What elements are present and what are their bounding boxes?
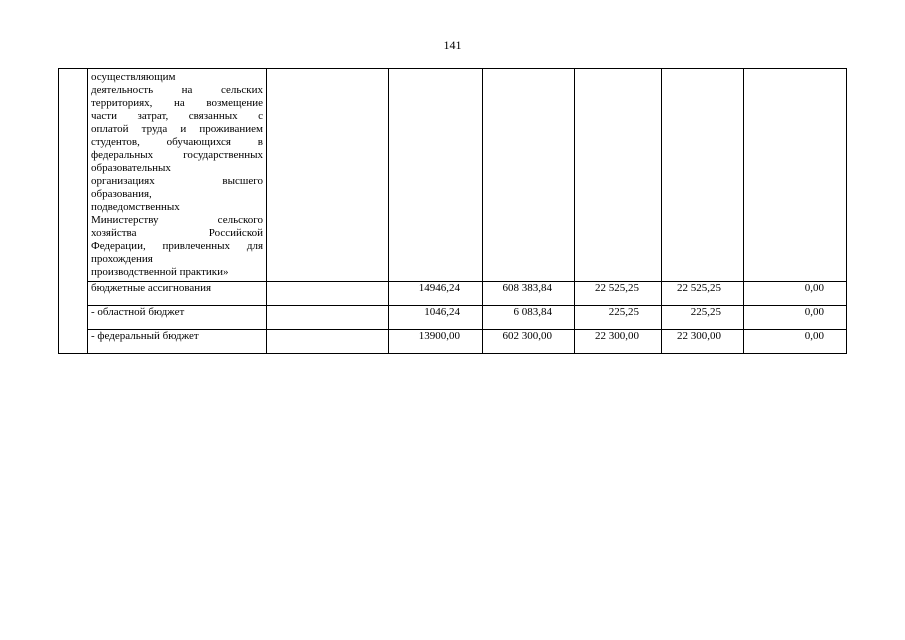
description-line: подведомственных [91, 201, 180, 213]
table-row [59, 282, 847, 306]
empty-cell [744, 69, 847, 282]
description-line: образования, [91, 188, 152, 200]
description-line: Министерству сельского [91, 214, 263, 226]
value-cell: 1046,24 [389, 306, 483, 330]
empty-cell [389, 69, 483, 282]
description-line: части затрат, связанных с [91, 110, 263, 122]
empty-cell [267, 306, 389, 330]
value-cell: 0,00 [744, 330, 847, 354]
description-line: производственной практики» [91, 266, 229, 278]
value-cell: 22 525,25 [662, 282, 744, 306]
description-line: федеральных государственных [91, 149, 263, 161]
empty-cell [483, 69, 575, 282]
row-label: бюджетные ассигнования [88, 282, 267, 306]
value-cell: 22 300,00 [662, 330, 744, 354]
table-row [59, 306, 847, 330]
description-line: студентов, обучающихся в [91, 136, 263, 148]
value-cell: 608 383,84 [483, 282, 575, 306]
description-line: организациях высшего [91, 175, 263, 187]
number-cell [59, 69, 88, 354]
empty-cell [267, 69, 389, 282]
row-label: - федеральный бюджет [88, 330, 267, 354]
description-line: прохождения [91, 253, 153, 265]
table-row [59, 330, 847, 354]
description-line: хозяйства Российской [91, 227, 263, 239]
description-cell [88, 69, 267, 282]
description-line: Федерации, привлеченных для [91, 240, 263, 252]
page-number: 141 [443, 38, 462, 52]
empty-cell [662, 69, 744, 282]
description-line: территориях, на возмещение [91, 97, 263, 109]
empty-cell [575, 69, 662, 282]
description-line: оплатой труда и проживанием [91, 123, 263, 135]
description-line: осуществляющим [91, 71, 176, 83]
value-cell: 13900,00 [389, 330, 483, 354]
value-cell: 0,00 [744, 306, 847, 330]
value-cell: 14946,24 [389, 282, 483, 306]
budget-table [58, 68, 847, 354]
empty-cell [267, 330, 389, 354]
empty-cell [267, 282, 389, 306]
row-label: - областной бюджет [88, 306, 267, 330]
value-cell: 225,25 [575, 306, 662, 330]
description-line: деятельность на сельских [91, 84, 263, 96]
value-cell: 225,25 [662, 306, 744, 330]
description-line: образовательных [91, 162, 171, 174]
value-cell: 0,00 [744, 282, 847, 306]
description-row [59, 69, 847, 282]
value-cell: 6 083,84 [483, 306, 575, 330]
value-cell: 602 300,00 [483, 330, 575, 354]
value-cell: 22 300,00 [575, 330, 662, 354]
value-cell: 22 525,25 [575, 282, 662, 306]
